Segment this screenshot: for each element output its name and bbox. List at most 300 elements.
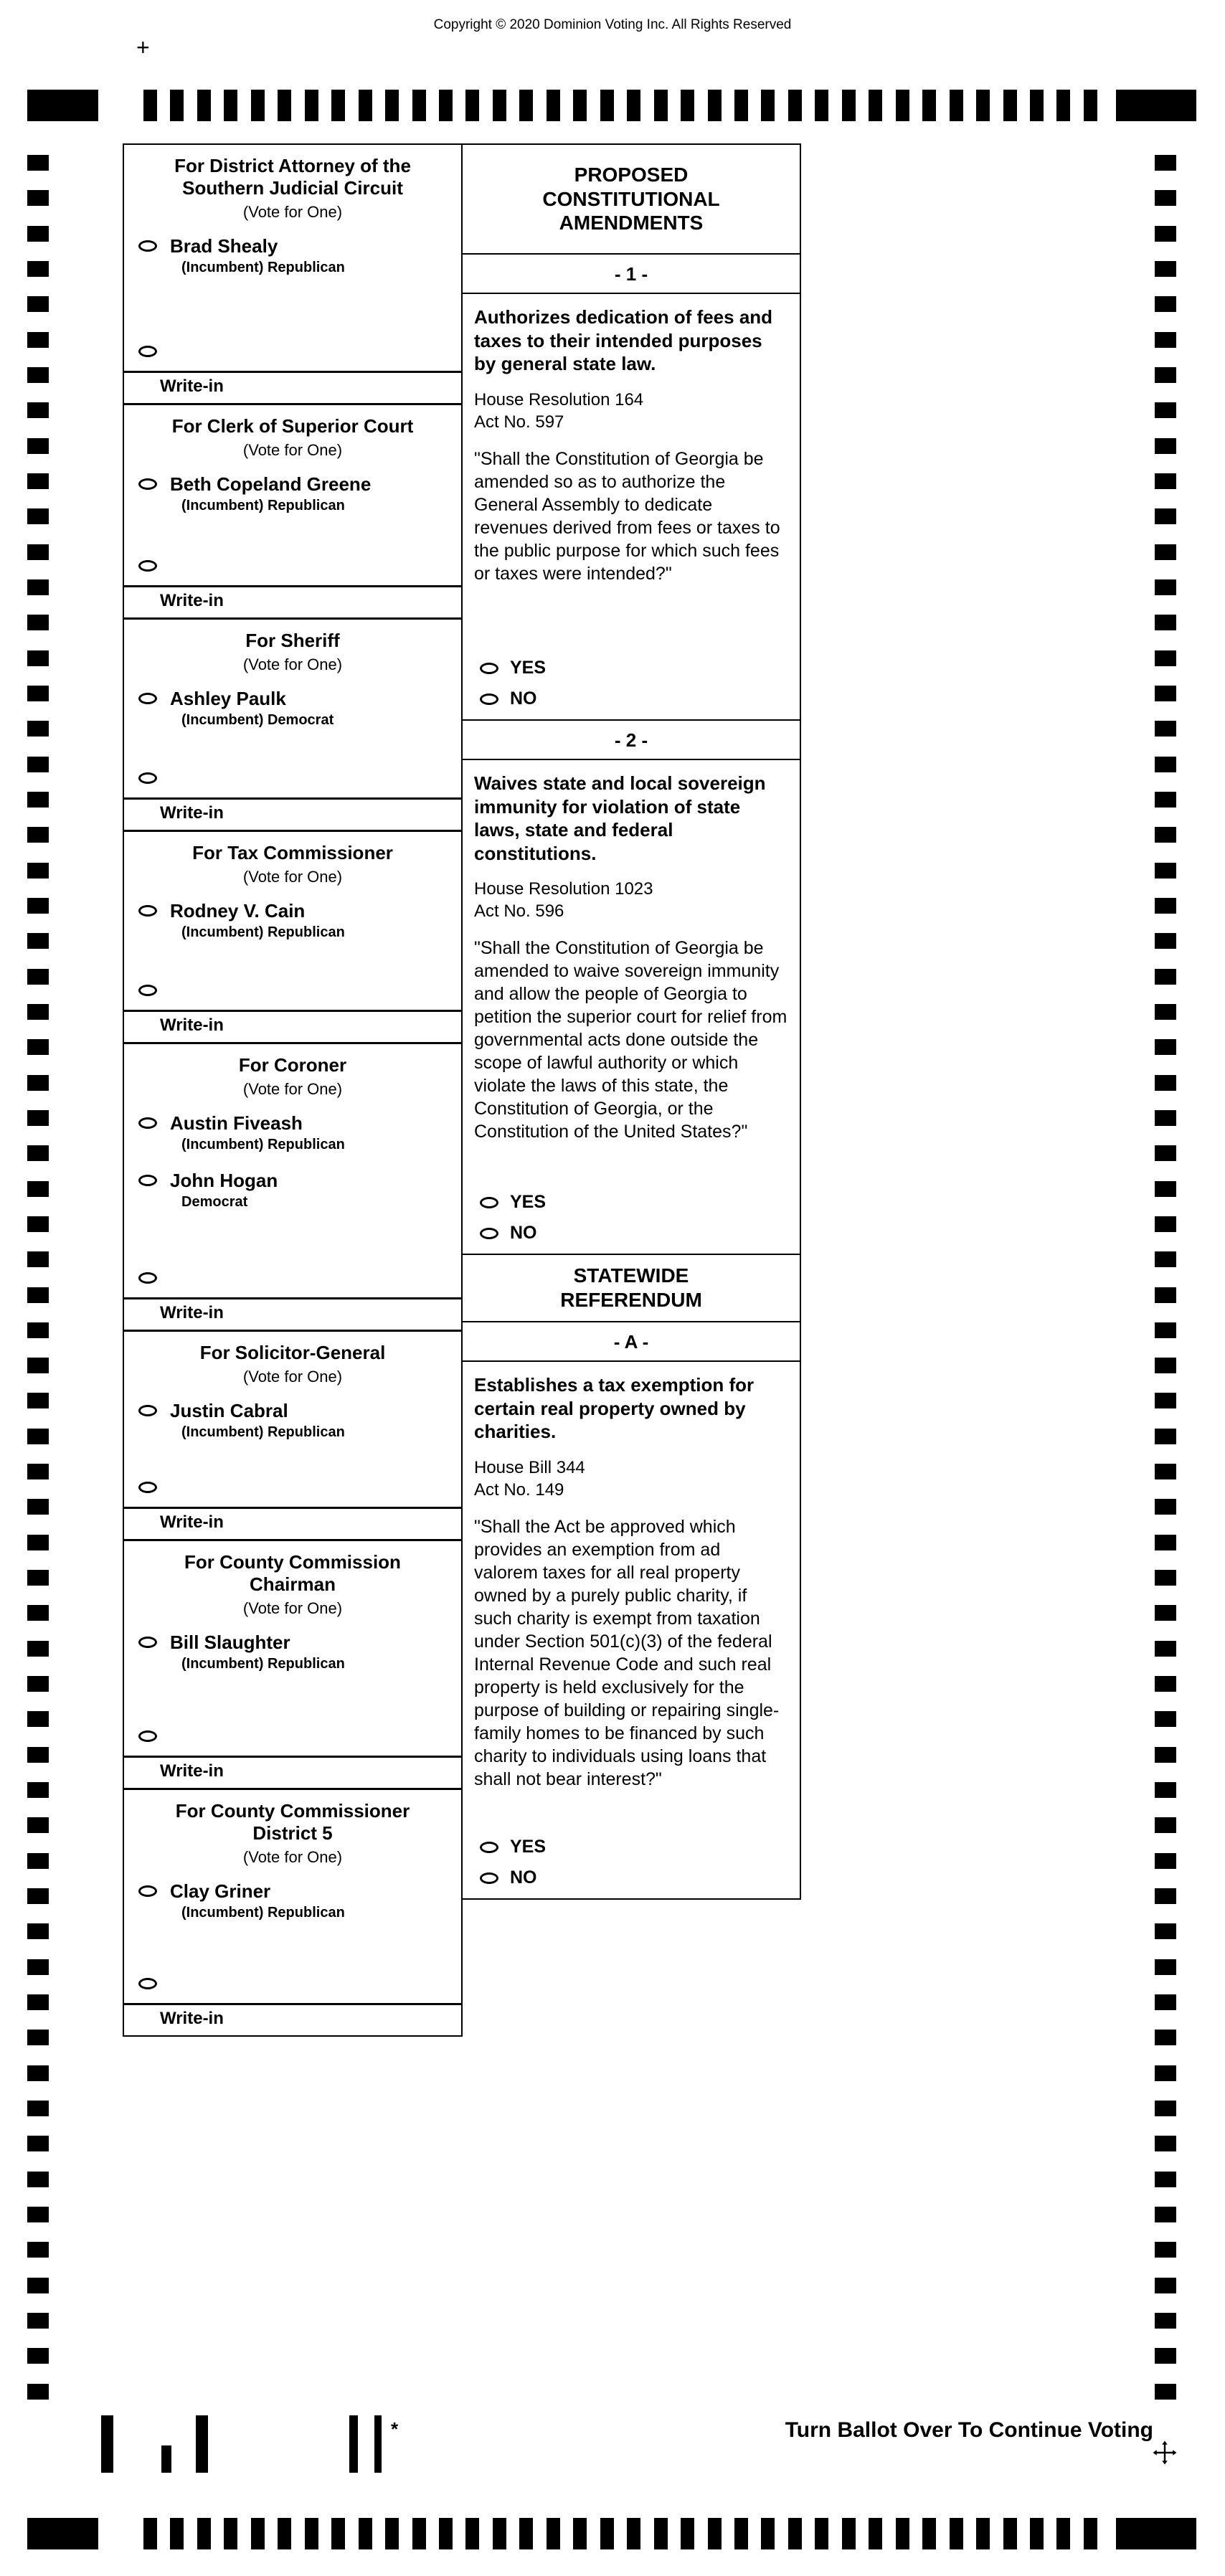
timing-mark — [197, 2518, 211, 2549]
timing-mark — [27, 1251, 49, 1267]
candidate-oval[interactable] — [138, 1117, 157, 1129]
candidate-oval[interactable] — [138, 693, 157, 704]
write-in-oval[interactable] — [138, 1482, 157, 1493]
timing-column-left — [27, 155, 49, 2400]
write-in-oval-row — [124, 1726, 461, 1746]
timing-mark — [1155, 1499, 1176, 1515]
timing-mark — [278, 2518, 291, 2549]
timing-mark — [27, 1499, 49, 1515]
timing-block — [1116, 2518, 1196, 2549]
no-label: NO — [510, 1867, 537, 1888]
timing-mark — [654, 90, 668, 121]
timing-mark — [27, 863, 49, 879]
timing-mark — [412, 2518, 426, 2549]
write-in-oval[interactable] — [138, 1272, 157, 1284]
candidate-party: Democrat — [181, 1193, 248, 1210]
timing-mark — [1155, 1570, 1176, 1586]
timing-mark — [1155, 686, 1176, 701]
timing-mark — [27, 508, 49, 524]
timing-mark — [708, 90, 722, 121]
timing-mark — [27, 261, 49, 277]
timing-mark — [224, 2518, 237, 2549]
measures-column — [461, 143, 801, 1900]
timing-mark — [896, 2518, 909, 2549]
timing-mark — [27, 933, 49, 949]
registration-plus-mark: + — [136, 34, 150, 60]
timing-mark — [922, 90, 936, 121]
timing-block — [27, 90, 98, 121]
contest-district-attorney — [124, 145, 461, 405]
measure-reference — [474, 389, 788, 433]
timing-mark — [331, 90, 345, 121]
measure-number: - 1 - — [463, 255, 800, 294]
contest-instruction: (Vote for One) — [242, 1368, 343, 1386]
yes-oval[interactable] — [480, 1842, 498, 1853]
timing-mark — [600, 2518, 614, 2549]
timing-mark — [1155, 226, 1176, 242]
candidate-name: Justin Cabral — [170, 1400, 288, 1422]
timing-mark — [27, 402, 49, 418]
turn-ballot-over-text: Turn Ballot Over To Continue Voting — [785, 2418, 1153, 2442]
timing-mark — [1084, 2518, 1097, 2549]
timing-mark — [1155, 155, 1176, 171]
timing-mark — [1155, 508, 1176, 524]
timing-mark — [1155, 1464, 1176, 1479]
write-in-label: Write-in — [160, 803, 224, 823]
timing-mark — [1155, 1216, 1176, 1232]
timing-mark — [1155, 544, 1176, 560]
timing-mark — [27, 155, 49, 171]
timing-mark — [27, 1923, 49, 1939]
timing-mark — [627, 90, 640, 121]
write-in-label: Write-in — [160, 1015, 224, 1035]
contest-instruction: (Vote for One) — [242, 868, 343, 886]
referendum-a — [463, 1322, 800, 1898]
timing-mark — [922, 2518, 936, 2549]
contest-solicitor-general — [124, 1332, 461, 1541]
timing-mark — [1155, 827, 1176, 843]
write-in-oval[interactable] — [138, 560, 157, 572]
timing-mark — [1056, 90, 1070, 121]
timing-mark — [1155, 1393, 1176, 1408]
timing-mark — [27, 2172, 49, 2187]
timing-mark — [27, 1181, 49, 1197]
timing-mark — [493, 2518, 506, 2549]
measure-number: - 2 - — [463, 721, 800, 760]
timing-mark — [547, 2518, 560, 2549]
timing-mark — [27, 1145, 49, 1161]
timing-mark — [1155, 2242, 1176, 2258]
timing-mark — [27, 615, 49, 630]
write-in-oval-row — [124, 1477, 461, 1497]
contest-clerk-superior-court — [124, 405, 461, 620]
contest-title: For Solicitor-General — [199, 1342, 386, 1363]
timing-mark — [681, 2518, 694, 2549]
timing-mark — [305, 90, 318, 121]
timing-mark — [27, 1075, 49, 1091]
timing-mark — [869, 2518, 882, 2549]
timing-mark — [439, 90, 453, 121]
contest-title: For Clerk of Superior Court — [171, 415, 414, 437]
write-in-label: Write-in — [160, 377, 224, 396]
yes-option[interactable] — [474, 658, 788, 678]
timing-mark — [1155, 1853, 1176, 1869]
timing-mark — [1155, 261, 1176, 277]
no-option[interactable] — [474, 688, 788, 709]
candidate-oval[interactable] — [138, 905, 157, 917]
timing-mark — [1155, 1110, 1176, 1126]
timing-mark — [815, 2518, 828, 2549]
candidate-name: John Hogan — [170, 1170, 278, 1192]
copyright-text: Copyright © 2020 Dominion Voting Inc. All Rights Reserved — [433, 17, 792, 32]
timing-mark — [27, 2348, 49, 2364]
timing-mark — [1155, 1039, 1176, 1055]
write-in-label: Write-in — [160, 2009, 224, 2028]
timing-mark — [27, 1959, 49, 1975]
timing-mark — [1155, 2172, 1176, 2187]
write-in-oval[interactable] — [138, 1730, 157, 1742]
candidate-oval[interactable] — [138, 478, 157, 490]
timing-mark — [27, 1888, 49, 1904]
candidate-name: Beth Copeland Greene — [170, 473, 372, 496]
candidate-row — [124, 901, 461, 941]
timing-bars — [143, 90, 1097, 121]
timing-mark — [27, 473, 49, 489]
contest-instruction: (Vote for One) — [242, 655, 343, 674]
write-in-oval-row — [124, 768, 461, 787]
timing-mark — [27, 827, 49, 843]
timing-mark — [385, 90, 399, 121]
barcode-asterisk: * — [391, 2418, 399, 2440]
amendment-2 — [463, 721, 800, 1255]
yes-oval[interactable] — [480, 1197, 498, 1208]
candidate-row — [124, 1401, 461, 1441]
timing-mark — [27, 2242, 49, 2258]
timing-mark — [1155, 969, 1176, 985]
timing-mark — [600, 90, 614, 121]
measure-ref-line: Act No. 596 — [474, 901, 564, 922]
contest-coroner — [124, 1044, 461, 1332]
timing-mark — [359, 2518, 372, 2549]
timing-mark — [1155, 1923, 1176, 1939]
timing-mark — [27, 686, 49, 701]
timing-mark — [976, 90, 990, 121]
measure-question: "Shall the Constitution of Georgia be amended to waive sovereign immunity and allow the people of Georgia to petition the superior court for relief from governmental acts done outside the scope of lawful authority or which violate the laws of this state, the Constitution of Georgia, or the Constitution of the United States?" — [474, 938, 788, 1142]
timing-mark — [465, 2518, 479, 2549]
timing-mark — [27, 1711, 49, 1727]
write-in-area — [124, 1756, 461, 1788]
timing-mark — [788, 90, 802, 121]
contest-tax-commissioner — [124, 832, 461, 1044]
timing-mark — [465, 90, 479, 121]
timing-mark — [1155, 757, 1176, 772]
timing-row-top — [0, 90, 1225, 121]
timing-mark — [27, 2101, 49, 2116]
contest-county-commission-chairman — [124, 1541, 461, 1790]
timing-mark — [197, 90, 211, 121]
candidate-oval[interactable] — [138, 1885, 157, 1897]
candidate-row — [124, 1113, 461, 1153]
write-in-label: Write-in — [160, 1512, 224, 1532]
timing-mark — [1155, 1605, 1176, 1621]
candidate-row — [124, 474, 461, 514]
candidate-name: Rodney V. Cain — [170, 900, 306, 922]
candidate-name: Ashley Paulk — [170, 688, 286, 710]
timing-mark — [519, 90, 533, 121]
timing-mark — [1155, 1817, 1176, 1833]
timing-mark — [27, 1393, 49, 1408]
timing-mark — [1155, 1287, 1176, 1303]
timing-mark — [27, 1110, 49, 1126]
timing-mark — [27, 1676, 49, 1692]
timing-mark — [1003, 90, 1017, 121]
measure-ref-line: House Resolution 164 — [474, 389, 644, 409]
timing-mark — [27, 757, 49, 772]
timing-mark — [1155, 2030, 1176, 2045]
timing-mark — [224, 90, 237, 121]
candidate-name: Bill Slaughter — [170, 1632, 290, 1654]
timing-mark — [1155, 1181, 1176, 1197]
timing-mark — [1155, 2348, 1176, 2364]
candidate-row — [124, 1170, 461, 1211]
timing-mark — [27, 2313, 49, 2329]
candidate-party: (Incumbent) Republican — [181, 924, 345, 941]
contest-title: For County Commission Chairman — [184, 1551, 401, 1596]
no-oval[interactable] — [480, 1872, 498, 1884]
timing-mark — [27, 1358, 49, 1373]
candidate-party: (Incumbent) Republican — [181, 260, 345, 276]
timing-mark — [1155, 1959, 1176, 1975]
timing-mark — [27, 438, 49, 454]
timing-mark — [1155, 2278, 1176, 2293]
amendments-header-text: PROPOSED CONSTITUTIONAL AMENDMENTS — [542, 164, 720, 235]
timing-mark — [278, 90, 291, 121]
no-oval[interactable] — [480, 1228, 498, 1239]
move-crosshair-icon — [1152, 2440, 1178, 2466]
timing-mark — [681, 90, 694, 121]
timing-mark — [493, 90, 506, 121]
timing-mark — [976, 2518, 990, 2549]
timing-mark — [1155, 1075, 1176, 1091]
yes-oval[interactable] — [480, 663, 498, 674]
measure-reference — [474, 878, 788, 922]
no-label: NO — [510, 688, 537, 709]
contest-title: For County Commissioner District 5 — [175, 1800, 410, 1845]
timing-mark — [1155, 1782, 1176, 1798]
timing-mark — [27, 1605, 49, 1621]
write-in-oval-row — [124, 1974, 461, 1993]
timing-mark — [734, 2518, 748, 2549]
timing-mark — [1155, 1251, 1176, 1267]
timing-mark — [519, 2518, 533, 2549]
timing-mark — [27, 2030, 49, 2045]
contest-title: For District Attorney of the Southern Judicial Circuit — [174, 155, 411, 199]
timing-mark — [27, 1429, 49, 1444]
timing-mark — [573, 2518, 587, 2549]
timing-mark — [1155, 1358, 1176, 1373]
timing-mark — [27, 296, 49, 312]
measure-ref-line: Act No. 597 — [474, 412, 564, 432]
no-option[interactable] — [474, 1867, 788, 1888]
write-in-oval[interactable] — [138, 985, 157, 996]
timing-mark — [1155, 792, 1176, 808]
timing-mark — [1155, 402, 1176, 418]
timing-mark — [170, 2518, 184, 2549]
contest-instruction: (Vote for One) — [242, 203, 343, 222]
timing-mark — [1030, 2518, 1044, 2549]
timing-mark — [734, 90, 748, 121]
timing-mark — [27, 1039, 49, 1055]
candidate-oval[interactable] — [138, 1405, 157, 1416]
timing-mark — [1155, 1747, 1176, 1763]
write-in-area — [124, 1010, 461, 1042]
measure-summary: Waives state and local sovereign immunity for violation of state laws, state and federal constitutions. — [474, 772, 766, 864]
timing-mark — [1155, 1888, 1176, 1904]
timing-mark — [27, 2384, 49, 2400]
timing-mark — [27, 898, 49, 914]
timing-mark — [547, 90, 560, 121]
timing-mark — [27, 1322, 49, 1338]
timing-mark — [1155, 615, 1176, 630]
contest-instruction: (Vote for One) — [242, 1080, 343, 1099]
write-in-area — [124, 797, 461, 830]
write-in-area — [124, 1507, 461, 1539]
timing-mark — [1155, 1641, 1176, 1657]
timing-mark — [573, 90, 587, 121]
timing-mark — [1155, 367, 1176, 383]
write-in-oval-row — [124, 556, 461, 575]
contest-sheriff — [124, 620, 461, 832]
write-in-label: Write-in — [160, 591, 224, 610]
write-in-oval[interactable] — [138, 1978, 157, 1989]
measure-reference — [474, 1457, 788, 1501]
timing-mark — [1155, 863, 1176, 879]
timing-mark — [27, 969, 49, 985]
timing-mark — [439, 2518, 453, 2549]
timing-mark — [842, 2518, 856, 2549]
timing-mark — [788, 2518, 802, 2549]
timing-mark — [1155, 1711, 1176, 1727]
yes-option[interactable] — [474, 1837, 788, 1857]
timing-mark — [1155, 2207, 1176, 2222]
contest-county-commissioner-district-5 — [124, 1790, 461, 2035]
write-in-oval-row — [124, 980, 461, 1000]
timing-block — [1116, 90, 1196, 121]
no-option[interactable] — [474, 1223, 788, 1244]
referendum-header — [463, 1255, 800, 1322]
write-in-area — [124, 1297, 461, 1330]
timing-mark — [1155, 1322, 1176, 1338]
candidate-name: Austin Fiveash — [170, 1112, 303, 1135]
timing-mark — [27, 1782, 49, 1798]
timing-mark — [385, 2518, 399, 2549]
write-in-oval[interactable] — [138, 772, 157, 784]
timing-bars — [143, 2518, 1097, 2549]
candidate-row — [124, 1881, 461, 1921]
timing-mark — [27, 1853, 49, 1869]
amendment-1 — [463, 255, 800, 721]
timing-mark — [1155, 2313, 1176, 2329]
candidate-party: (Incumbent) Republican — [181, 1137, 345, 1153]
write-in-oval-row — [124, 341, 461, 361]
timing-row-bottom — [0, 2518, 1225, 2549]
timing-mark — [27, 226, 49, 242]
timing-mark — [869, 90, 882, 121]
timing-mark — [251, 90, 265, 121]
timing-mark — [950, 90, 963, 121]
barcode-bar — [349, 2415, 358, 2473]
timing-mark — [305, 2518, 318, 2549]
measure-summary: Authorizes dedication of fees and taxes to their intended purposes by general state law. — [474, 306, 773, 374]
timing-mark — [27, 2065, 49, 2081]
timing-mark — [1056, 2518, 1070, 2549]
timing-mark — [1155, 1676, 1176, 1692]
contest-instruction: (Vote for One) — [242, 1599, 343, 1618]
yes-label: YES — [510, 658, 547, 678]
timing-mark — [842, 90, 856, 121]
timing-mark — [1155, 1145, 1176, 1161]
timing-mark — [1155, 296, 1176, 312]
timing-mark — [815, 90, 828, 121]
candidate-row — [124, 688, 461, 729]
timing-mark — [1155, 438, 1176, 454]
timing-mark — [27, 332, 49, 348]
timing-mark — [896, 90, 909, 121]
timing-mark — [761, 2518, 775, 2549]
timing-mark — [27, 721, 49, 737]
timing-mark — [143, 2518, 157, 2549]
timing-mark — [27, 650, 49, 666]
timing-mark — [1155, 190, 1176, 206]
candidate-row — [124, 236, 461, 276]
timing-mark — [27, 544, 49, 560]
timing-mark — [27, 2136, 49, 2151]
measure-ref-line: Act No. 149 — [474, 1479, 564, 1500]
timing-mark — [27, 367, 49, 383]
timing-mark — [1155, 579, 1176, 595]
timing-mark — [27, 1287, 49, 1303]
write-in-oval-row — [124, 1268, 461, 1287]
timing-mark — [170, 90, 184, 121]
barcode-bar — [161, 2445, 171, 2473]
candidate-oval[interactable] — [138, 1637, 157, 1648]
contest-instruction: (Vote for One) — [242, 441, 343, 460]
timing-mark — [27, 579, 49, 595]
contest-title: For Tax Commissioner — [192, 842, 393, 863]
timing-mark — [1155, 1429, 1176, 1444]
no-oval[interactable] — [480, 693, 498, 705]
yes-option[interactable] — [474, 1192, 788, 1213]
measure-number: - A - — [463, 1322, 800, 1362]
measure-ref-line: House Resolution 1023 — [474, 879, 653, 899]
measure-summary: Establishes a tax exemption for certain real property owned by charities. — [474, 1374, 755, 1442]
timing-mark — [27, 2207, 49, 2222]
candidate-oval[interactable] — [138, 240, 157, 252]
measure-question: "Shall the Constitution of Georgia be amended so as to authorize the General Assembly to dedicate revenues derived from fees or taxes to the public purpose for which such fees or taxes were intended?" — [474, 448, 780, 584]
candidate-oval[interactable] — [138, 1175, 157, 1186]
timing-block — [27, 2518, 98, 2549]
timing-mark — [1155, 1004, 1176, 1020]
timing-mark — [27, 1994, 49, 2010]
candidate-party: (Incumbent) Republican — [181, 1656, 345, 1672]
barcode-bar — [101, 2415, 113, 2473]
write-in-oval[interactable] — [138, 346, 157, 357]
write-in-area — [124, 371, 461, 403]
timing-mark — [27, 1216, 49, 1232]
measure-ref-line: House Bill 344 — [474, 1457, 585, 1477]
amendments-header — [463, 145, 800, 255]
timing-mark — [331, 2518, 345, 2549]
